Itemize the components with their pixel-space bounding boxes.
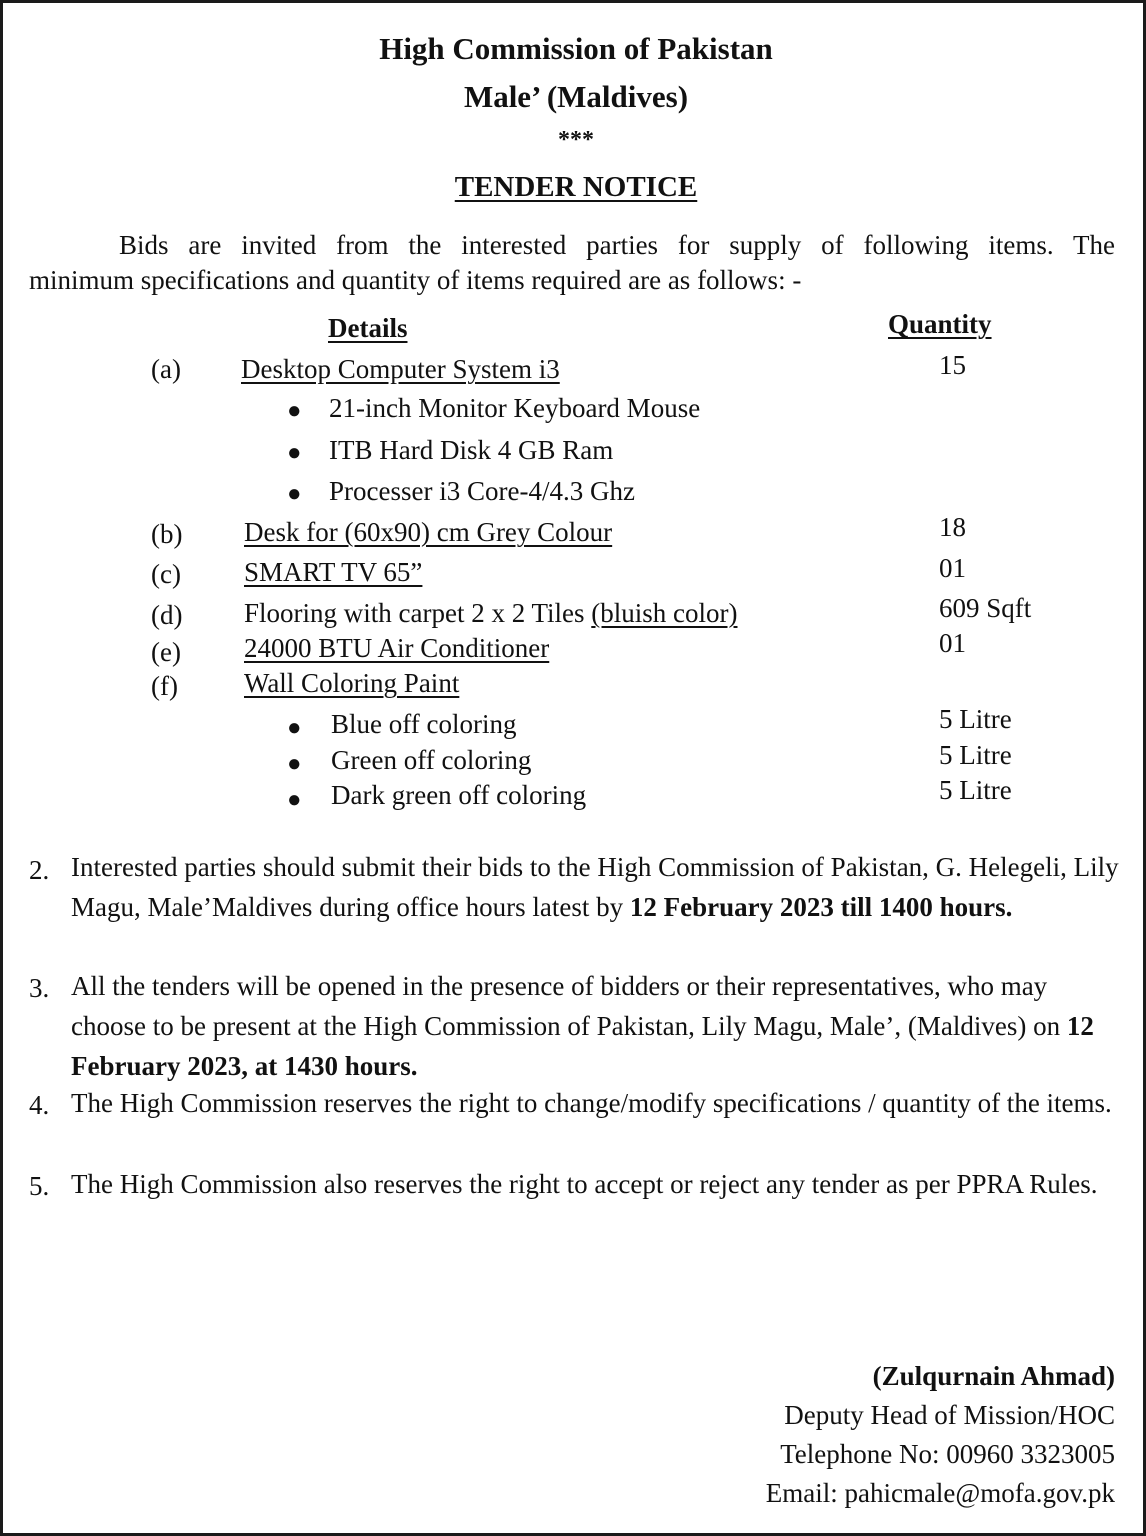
paragraph-number-4: 4. bbox=[29, 1090, 50, 1120]
document-title: High Commission of Pakistan bbox=[379, 31, 773, 66]
item-a-desktop-computer: Desktop Computer System i3 bbox=[241, 354, 560, 384]
notice-title: TENDER NOTICE bbox=[454, 171, 698, 203]
paragraph-2-submission bbox=[71, 847, 1121, 927]
item-label-c: (c) bbox=[151, 559, 181, 589]
intro-line-1: Bids are invited from the interested parties for supply of following items. The bbox=[119, 230, 1115, 260]
spec-processor: Processer i3 Core-4/4.3 Ghz bbox=[329, 476, 635, 506]
item-label-b: (b) bbox=[151, 519, 183, 549]
paragraph-2-text: Interested parties should submit their bids to the High Commission of Pakistan, G. Helegeli, Lily Magu, Male’Maldives during office hours latest by bbox=[71, 852, 1119, 922]
signatory-designation: Deputy Head of Mission/HOC bbox=[784, 1400, 1115, 1430]
item-e-quantity: 01 bbox=[939, 628, 966, 658]
bullet-icon: ● bbox=[287, 787, 302, 813]
separator-stars: *** bbox=[558, 127, 594, 153]
paint-blue-quantity: 5 Litre bbox=[939, 704, 1012, 734]
submission-deadline: 12 February 2023 till 1400 hours. bbox=[629, 892, 1013, 922]
paragraph-number-3: 3. bbox=[29, 973, 50, 1003]
document-location: Male’ (Maldives) bbox=[463, 79, 689, 114]
item-d-text: Flooring with carpet 2 x 2 Tiles bbox=[244, 598, 585, 628]
bullet-icon: ● bbox=[287, 398, 302, 424]
bullet-icon: ● bbox=[287, 481, 302, 507]
paint-blue: Blue off coloring bbox=[331, 709, 517, 739]
signatory-email: Email: pahicmale@mofa.gov.pk bbox=[765, 1478, 1115, 1508]
bullet-icon: ● bbox=[287, 440, 302, 466]
item-d-color-note: (bluish color) bbox=[591, 598, 738, 628]
item-b-quantity: 18 bbox=[939, 512, 966, 542]
item-c-smart-tv: SMART TV 65” bbox=[244, 557, 423, 587]
paint-dark-green-quantity: 5 Litre bbox=[939, 775, 1012, 805]
item-label-a: (a) bbox=[151, 354, 181, 384]
paragraph-3-opening bbox=[71, 966, 1121, 1086]
item-a-quantity: 15 bbox=[939, 350, 966, 380]
item-label-e: (e) bbox=[151, 637, 181, 667]
paragraph-3-text: All the tenders will be opened in the presence of bidders or their representatives, who may choose to be present at the High Commission of Pakistan, Lily Magu, Male’, (Maldives) on bbox=[71, 971, 1061, 1041]
signatory-name: (Zulqurnain Ahmad) bbox=[872, 1361, 1115, 1391]
paint-dark-green: Dark green off coloring bbox=[331, 780, 587, 810]
paragraph-number-5: 5. bbox=[29, 1171, 50, 1201]
paint-green-quantity: 5 Litre bbox=[939, 740, 1012, 770]
paragraph-4-reserve-modify: The High Commission reserves the right to change/modify specifications / quantity of the items. bbox=[71, 1088, 1112, 1118]
spec-monitor: 21-inch Monitor Keyboard Mouse bbox=[329, 393, 701, 423]
item-d-quantity: 609 Sqft bbox=[939, 593, 1032, 623]
item-d-flooring bbox=[244, 598, 738, 629]
bullet-icon: ● bbox=[287, 715, 302, 741]
opening-date: 12 February 2023, at 1430 hours. bbox=[71, 1011, 1094, 1081]
intro-line-2: minimum specifications and quantity of items required are as follows: - bbox=[29, 265, 802, 295]
item-f-wall-paint: Wall Coloring Paint bbox=[244, 668, 460, 698]
item-label-d: (d) bbox=[151, 600, 183, 630]
column-header-quantity: Quantity bbox=[888, 309, 992, 339]
item-label-f: (f) bbox=[151, 671, 178, 701]
column-header-details: Details bbox=[328, 313, 408, 343]
bullet-icon: ● bbox=[287, 751, 302, 777]
paint-green: Green off coloring bbox=[331, 745, 532, 775]
item-e-air-conditioner: 24000 BTU Air Conditioner bbox=[244, 633, 550, 663]
item-b-desk: Desk for (60x90) cm Grey Colour bbox=[244, 517, 613, 547]
spec-hard-disk: ITB Hard Disk 4 GB Ram bbox=[329, 435, 614, 465]
paragraph-number-2: 2. bbox=[29, 855, 50, 885]
paragraph-5-reserve-reject: The High Commission also reserves the right to accept or reject any tender as per PPRA Rules. bbox=[71, 1169, 1098, 1199]
item-c-quantity: 01 bbox=[939, 553, 966, 583]
signatory-telephone: Telephone No: 00960 3323005 bbox=[780, 1439, 1115, 1469]
